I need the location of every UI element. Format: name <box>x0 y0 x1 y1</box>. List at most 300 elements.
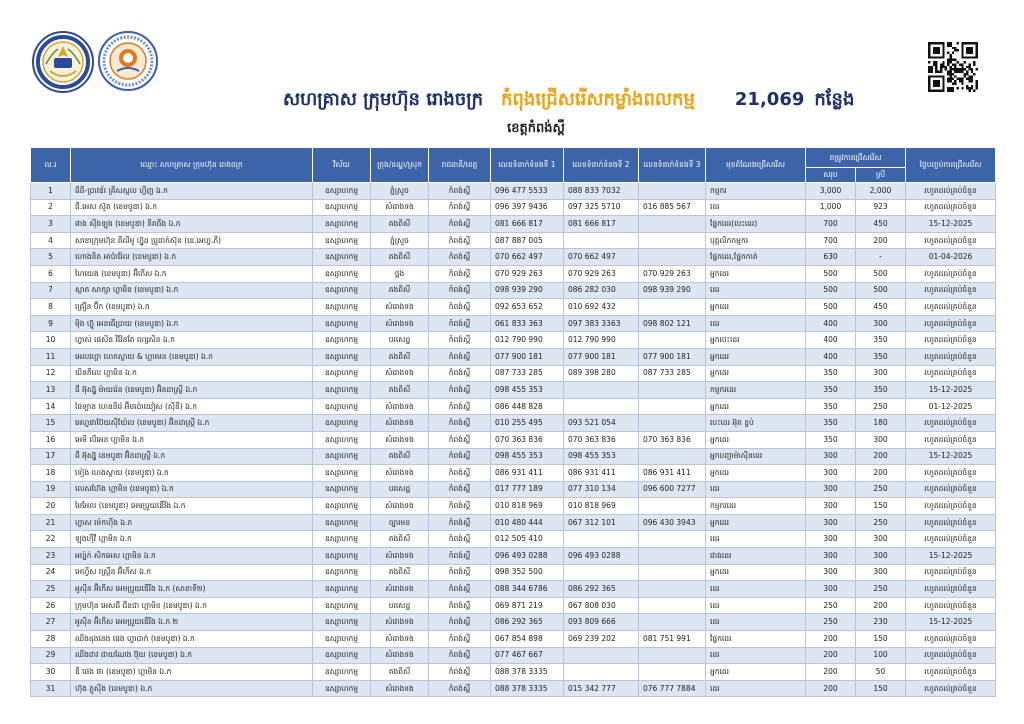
cell-sector: ឧស្សាហកម្ម <box>313 498 371 515</box>
cell-phone2: 012 790 990 <box>564 332 639 349</box>
cell-phone3 <box>639 448 706 465</box>
cell-sector: ឧស្សាហកម្ម <box>313 199 371 216</box>
cell-no: 17 <box>31 448 71 465</box>
cell-phone1: 086 448 828 <box>491 398 564 415</box>
cell-province: កំពង់ស្ពឺ <box>429 265 491 282</box>
table-row <box>31 299 996 316</box>
cell-deadline: រហូតដល់គ្រប់ចំនួន <box>906 531 996 548</box>
qr-module <box>942 49 944 51</box>
cell-district: ថ្ពង <box>371 265 429 282</box>
qr-module <box>949 71 951 73</box>
cell-province: កំពង់ស្ពឺ <box>429 232 491 249</box>
cell-total: 200 <box>806 680 856 697</box>
cell-name: អេហ្វីស ស្ត្រើន អ៊ីកើស ឯ.ក <box>71 564 313 581</box>
cell-phone1: 067 854 898 <box>491 631 564 648</box>
qr-module <box>942 44 944 46</box>
qr-module <box>928 90 930 92</box>
cell-deadline: រហូតដល់គ្រប់ចំនួន <box>906 315 996 332</box>
qr-module <box>928 80 930 82</box>
cell-phone2: 067 312 101 <box>564 514 639 531</box>
cell-district: សំរោងទង <box>371 498 429 515</box>
cell-total: 350 <box>806 431 856 448</box>
cell-position: ដេរ <box>706 647 806 664</box>
agency-emblem-icon <box>98 31 158 91</box>
qr-module <box>959 80 961 82</box>
table-row <box>31 199 996 216</box>
cell-province: កំពង់ស្ពឺ <box>429 614 491 631</box>
cell-province: កំពង់ស្ពឺ <box>429 581 491 598</box>
table-row <box>31 664 996 681</box>
qr-module <box>961 82 963 84</box>
cell-no: 7 <box>31 282 71 299</box>
qr-module <box>966 78 968 80</box>
qr-module <box>964 61 966 63</box>
qr-module <box>933 49 935 51</box>
cell-district: គងពិសី <box>371 664 429 681</box>
col-header-no: ល.រ <box>31 148 71 183</box>
qr-module <box>968 42 970 44</box>
cell-phone2: 077 900 181 <box>564 348 639 365</box>
cell-province: កំពង់ស្ពឺ <box>429 249 491 266</box>
qr-module <box>942 87 944 89</box>
qr-module <box>971 85 973 87</box>
qr-module <box>942 78 944 80</box>
cell-name: ស្កាត សាក្សា ហ្គាមិន (ខេមបូឌា) ឯ.ក <box>71 282 313 299</box>
qr-module <box>928 49 930 51</box>
cell-name: ផាង ស៊ីងឡុង (ខេមបូឌា) នីតធីង ឯ.ក <box>71 216 313 233</box>
cell-phone2 <box>564 647 639 664</box>
qr-module <box>935 82 937 84</box>
col-header-phone2: លេខទំនាក់ទំនងទី 2 <box>564 148 639 183</box>
cell-position: អ្នកដេរ <box>706 348 806 365</box>
qr-module <box>966 42 968 44</box>
title-count-unit: កន្លែង <box>814 89 855 110</box>
cell-province: កំពង់ស្ពឺ <box>429 531 491 548</box>
cell-position: អ្នកបញ្ជាម៉ាស៊ីនដេរ <box>706 448 806 465</box>
cell-position: ផ្នែកដេរ(បេះដេរ) <box>706 216 806 233</box>
cell-phone3: 070 929 263 <box>639 265 706 282</box>
cell-no: 8 <box>31 299 71 316</box>
qr-module <box>949 90 951 92</box>
cell-position: ដេរ <box>706 614 806 631</box>
cell-total: 300 <box>806 481 856 498</box>
col-header-phone1: លេខទំនាក់ទំនងទី 1 <box>491 148 564 183</box>
qr-module <box>964 56 966 58</box>
cell-deadline: រហូតដល់គ្រប់ចំនួន <box>906 332 996 349</box>
cell-phone2: 015 342 777 <box>564 680 639 697</box>
cell-total: 700 <box>806 232 856 249</box>
cell-no: 27 <box>31 614 71 631</box>
cell-name: ជី អ៊ុស្ស៊ូ ម៉ាយរ៉េន (ខេមបូឌា) អ៊ិនដាស្ត្រី ឯ.ក <box>71 382 313 399</box>
cell-phone3 <box>639 299 706 316</box>
qr-module <box>952 78 954 80</box>
qr-module <box>954 71 956 73</box>
cell-district: សំរោងទង <box>371 647 429 664</box>
qr-module <box>935 85 937 87</box>
qr-module <box>930 66 932 68</box>
qr-module <box>935 52 937 54</box>
cell-female: 500 <box>856 265 906 282</box>
qr-module <box>945 68 947 70</box>
qr-module <box>949 54 951 56</box>
qr-module <box>952 63 954 65</box>
cell-deadline: រហូតដល់គ្រប់ចំនួន <box>906 581 996 598</box>
cell-phone3 <box>639 216 706 233</box>
qr-module <box>968 66 970 68</box>
cell-deadline: រហូតដល់គ្រប់ចំនួន <box>906 597 996 614</box>
qr-module <box>976 82 978 84</box>
cell-female: 200 <box>856 232 906 249</box>
qr-module <box>954 68 956 70</box>
qr-module <box>976 68 978 70</box>
cell-position: ជាងដេរ <box>706 548 806 565</box>
qr-module <box>942 56 944 58</box>
cell-phone3 <box>639 581 706 598</box>
qr-module <box>959 78 961 80</box>
qr-module <box>961 49 963 51</box>
qr-module <box>968 68 970 70</box>
cell-phone1: 087 887 005 <box>491 232 564 249</box>
cell-district: សំរោងទង <box>371 365 429 382</box>
cell-phone2: 010 692 432 <box>564 299 639 316</box>
cell-name: ម៉ិង ហ៊្វូ អេនធើប្រាយ (ខេមបូឌា) ឯ.ក <box>71 315 313 332</box>
cell-district: ភ្នំស្រួច <box>371 183 429 200</box>
qr-module <box>947 59 949 61</box>
cell-female: 300 <box>856 431 906 448</box>
col-header-position: មុខតំណែងជ្រើសរើស <box>706 148 806 183</box>
qr-module <box>966 85 968 87</box>
qr-module <box>973 63 975 65</box>
cell-district: គងពិសី <box>371 531 429 548</box>
qr-module <box>933 85 935 87</box>
qr-module <box>930 90 932 92</box>
cell-total: 400 <box>806 348 856 365</box>
qr-module <box>949 59 951 61</box>
qr-module <box>938 90 940 92</box>
cell-phone2: 096 493 0288 <box>564 548 639 565</box>
cell-total: 400 <box>806 315 856 332</box>
cell-phone2: 097 325 5710 <box>564 199 639 216</box>
cell-phone1: 098 455 353 <box>491 448 564 465</box>
cell-phone2 <box>564 382 639 399</box>
qr-module <box>976 85 978 87</box>
cell-phone2: 067 808 030 <box>564 597 639 614</box>
cell-total: 350 <box>806 382 856 399</box>
qr-module <box>976 80 978 82</box>
cell-total: 200 <box>806 647 856 664</box>
cell-sector: ឧស្សាហកម្ម <box>313 664 371 681</box>
table-row <box>31 514 996 531</box>
qr-module <box>952 73 954 75</box>
cell-female: - <box>856 249 906 266</box>
qr-module <box>971 80 973 82</box>
qr-module <box>933 47 935 49</box>
cell-no: 18 <box>31 465 71 482</box>
cell-position: ផ្នែកដេរ <box>706 631 806 648</box>
cell-total: 200 <box>806 664 856 681</box>
cell-name: ហ៊ុង ភ្លូស៊ីង (ខេមបូឌា) ឯ.ក <box>71 680 313 697</box>
cell-position: អ្នកដេរ <box>706 365 806 382</box>
qr-module <box>968 63 970 65</box>
cell-name: យិនភីលេ ហ្គាមិន ឯ.ក <box>71 365 313 382</box>
qr-module <box>961 80 963 82</box>
cell-sector: ឧស្សាហកម្ម <box>313 631 371 648</box>
title-organizations: សហគ្រាស ក្រុមហ៊ុន រោងចក្រ <box>283 89 484 110</box>
cell-sector: ឧស្សាហកម្ម <box>313 265 371 282</box>
table-row <box>31 265 996 282</box>
qr-module <box>933 52 935 54</box>
cell-sector: ឧស្សាហកម្ម <box>313 448 371 465</box>
cell-total: 350 <box>806 365 856 382</box>
cell-name: លេសហ៊ែង ហ្គាមិន (ខេមបូឌា) ឯ.ក <box>71 481 313 498</box>
qr-module <box>971 42 973 44</box>
cell-district: គងពិសី <box>371 382 429 399</box>
qr-module <box>947 90 949 92</box>
cell-position: បុគ្គលិកកម្មករ <box>706 232 806 249</box>
qr-module <box>942 90 944 92</box>
table-row <box>31 597 996 614</box>
cell-province: កំពង់ស្ពឺ <box>429 348 491 365</box>
qr-module <box>964 68 966 70</box>
qr-module <box>940 42 942 44</box>
qr-module <box>971 52 973 54</box>
cell-position: កម្មករដេរ <box>706 498 806 515</box>
qr-module <box>933 75 935 77</box>
qr-module <box>942 66 944 68</box>
qr-module <box>968 80 970 82</box>
cell-no: 25 <box>31 581 71 598</box>
qr-module <box>966 52 968 54</box>
qr-module <box>949 75 951 77</box>
qr-module <box>928 54 930 56</box>
qr-module <box>938 52 940 54</box>
cell-female: 450 <box>856 299 906 316</box>
cell-deadline: រហូតដល់គ្រប់ចំនួន <box>906 631 996 648</box>
cell-sector: ឧស្សាហកម្ម <box>313 481 371 498</box>
cell-province: កំពង់ស្ពឺ <box>429 564 491 581</box>
cell-phone3: 098 939 290 <box>639 282 706 299</box>
cell-deadline: រហូតដល់គ្រប់ចំនួន <box>906 498 996 515</box>
qr-module <box>976 56 978 58</box>
cell-phone2: 089 398 280 <box>564 365 639 382</box>
qr-module <box>938 47 940 49</box>
cell-phone1: 086 931 411 <box>491 465 564 482</box>
cell-province: កំពង់ស្ពឺ <box>429 199 491 216</box>
cell-no: 29 <box>31 647 71 664</box>
qr-module <box>938 82 940 84</box>
cell-female: 350 <box>856 382 906 399</box>
qr-module <box>952 68 954 70</box>
table-row <box>31 481 996 498</box>
qr-module <box>930 42 932 44</box>
cell-female: 180 <box>856 415 906 432</box>
cell-name: ឡុងហ៊ីវី ហ្គាមិន ឯ.ក <box>71 531 313 548</box>
qr-module <box>933 61 935 63</box>
cell-phone1: 010 818 969 <box>491 498 564 515</box>
qr-module <box>949 73 951 75</box>
table-row <box>31 249 996 266</box>
qr-module <box>976 47 978 49</box>
cell-phone1: 081 666 817 <box>491 216 564 233</box>
qr-module <box>947 44 949 46</box>
qr-module <box>968 49 970 51</box>
qr-module <box>971 71 973 73</box>
title-count: 21,069 <box>734 89 805 110</box>
cell-district: បរសេដ្ឋ <box>371 481 429 498</box>
cell-female: 350 <box>856 332 906 349</box>
cell-position: កម្មករដេរ <box>706 382 806 399</box>
col-header-province: រាជធានី/ខេត្ត <box>429 148 491 183</box>
cell-phone2: 086 931 411 <box>564 465 639 482</box>
table-row <box>31 183 996 200</box>
cell-phone1: 070 363 836 <box>491 431 564 448</box>
qr-module <box>957 87 959 89</box>
cell-phone1: 010 480 444 <box>491 514 564 531</box>
cell-name: ជី អ៊ុស្ស៊ូ ខេមបូឌា អ៊ិនដាស្ត្រី ឯ.ក <box>71 448 313 465</box>
cell-name: ឈីងដុងនេង ផេង ហ្វាបាក់ (ខេមបូឌា) ឯ.ក <box>71 631 313 648</box>
cell-female: 250 <box>856 481 906 498</box>
cell-phone2: 088 833 7032 <box>564 183 639 200</box>
ministry-emblem-icon <box>32 31 94 93</box>
qr-module <box>935 47 937 49</box>
cell-district: សំរោងទង <box>371 680 429 697</box>
cell-no: 9 <box>31 315 71 332</box>
cell-phone2: 010 818 969 <box>564 498 639 515</box>
cell-name: អូស៊ីន អ៊ីកើស អេមប្រូយឌើរីង ឯ.ក (សាខាទី២) <box>71 581 313 598</box>
qr-module <box>964 73 966 75</box>
cell-district: សំរោងទង <box>371 199 429 216</box>
cell-phone1: 092 653 652 <box>491 299 564 316</box>
cell-phone3: 081 751 991 <box>639 631 706 648</box>
cell-no: 31 <box>31 680 71 697</box>
cell-phone3 <box>639 232 706 249</box>
qr-module <box>957 68 959 70</box>
cell-female: 200 <box>856 465 906 482</box>
cell-no: 2 <box>31 199 71 216</box>
cell-phone3: 077 900 181 <box>639 348 706 365</box>
qr-module <box>957 42 959 44</box>
cell-phone2: 070 929 263 <box>564 265 639 282</box>
qr-module <box>952 90 954 92</box>
cell-deadline: រហូតដល់គ្រប់ចំនួន <box>906 680 996 697</box>
cell-no: 16 <box>31 431 71 448</box>
cell-female: 150 <box>856 631 906 648</box>
qr-module <box>928 71 930 73</box>
qr-module <box>928 42 930 44</box>
cell-no: 19 <box>31 481 71 498</box>
cell-no: 23 <box>31 548 71 565</box>
col-header-sector: វិស័យ <box>313 148 371 183</box>
table-row <box>31 631 996 648</box>
cell-phone1: 077 900 181 <box>491 348 564 365</box>
cell-female: 2,000 <box>856 183 906 200</box>
cell-no: 24 <box>31 564 71 581</box>
qr-module <box>949 44 951 46</box>
qr-module <box>935 42 937 44</box>
cell-province: កំពង់ស្ពឺ <box>429 597 491 614</box>
qr-module <box>968 87 970 89</box>
cell-deadline: រហូតដល់គ្រប់ចំនួន <box>906 415 996 432</box>
page-title <box>283 86 883 114</box>
cell-total: 350 <box>806 415 856 432</box>
qr-module <box>966 87 968 89</box>
cell-district: ច្បារមន <box>371 514 429 531</box>
cell-name: អេលហ្គោ ហេកស្តាយ & ហ្គាមេន (ខេមបូឌា) ឯ.ក <box>71 348 313 365</box>
cell-district: សំរោងទង <box>371 415 429 432</box>
cell-position: ដេរ <box>706 597 806 614</box>
qr-module <box>933 82 935 84</box>
qr-module <box>949 66 951 68</box>
cell-phone1: 061 833 363 <box>491 315 564 332</box>
cell-district: គងពិសី <box>371 448 429 465</box>
cell-district: សំរោងទង <box>371 315 429 332</box>
cell-province: កំពង់ស្ពឺ <box>429 498 491 515</box>
cell-district: សំរោងទង <box>371 614 429 631</box>
qr-module <box>942 75 944 77</box>
table-row <box>31 531 996 548</box>
cell-phone3 <box>639 664 706 681</box>
cell-female: 50 <box>856 664 906 681</box>
qr-module <box>966 66 968 68</box>
cell-female: 350 <box>856 348 906 365</box>
cell-total: 200 <box>806 631 856 648</box>
qr-module <box>961 42 963 44</box>
qr-module <box>928 82 930 84</box>
qr-module <box>961 63 963 65</box>
table-row <box>31 232 996 249</box>
qr-module <box>947 42 949 44</box>
table-row <box>31 548 996 565</box>
cell-district: សំរោងទង <box>371 581 429 598</box>
qr-module <box>938 42 940 44</box>
qr-module <box>928 78 930 80</box>
qr-module <box>930 68 932 70</box>
qr-module <box>942 61 944 63</box>
cell-female: 150 <box>856 680 906 697</box>
qr-module <box>961 87 963 89</box>
cell-female: 300 <box>856 315 906 332</box>
qr-module <box>954 47 956 49</box>
cell-position: ដេរ <box>706 481 806 498</box>
qr-module <box>949 61 951 63</box>
col-header-district: ក្រុង/ខណ្ឌ/ស្រុក <box>371 148 429 183</box>
cell-phone2: 093 809 666 <box>564 614 639 631</box>
cell-name: ហោងនិត អាប៉ារ៉ែល (ខេមបូឌា) ឯ.ក <box>71 249 313 266</box>
qr-module <box>961 71 963 73</box>
qr-module <box>938 85 940 87</box>
qr-module <box>952 47 954 49</box>
cell-total: 300 <box>806 548 856 565</box>
cell-sector: ឧស្សាហកម្ម <box>313 514 371 531</box>
cell-position: អ្នកដេរ <box>706 564 806 581</box>
qr-module <box>976 52 978 54</box>
qr-module <box>966 56 968 58</box>
cell-sector: ឧស្សាហកម្ម <box>313 216 371 233</box>
qr-module <box>942 54 944 56</box>
cell-district: គងពិសី <box>371 249 429 266</box>
cell-name: ទៀង ហេងស្គាយ (ខេមបូឌា) ឯ.ក <box>71 465 313 482</box>
qr-module <box>942 47 944 49</box>
cell-province: កំពង់ស្ពឺ <box>429 415 491 432</box>
cell-name: គ្រឿន ប៊ីក (ខេមបូឌា) ឯ.ក <box>71 299 313 316</box>
qr-module <box>935 63 937 65</box>
qr-module <box>940 66 942 68</box>
qr-module <box>968 52 970 54</box>
table-row <box>31 581 996 598</box>
cell-province: កំពង់ស្ពឺ <box>429 315 491 332</box>
qr-module <box>947 52 949 54</box>
qr-module <box>928 87 930 89</box>
